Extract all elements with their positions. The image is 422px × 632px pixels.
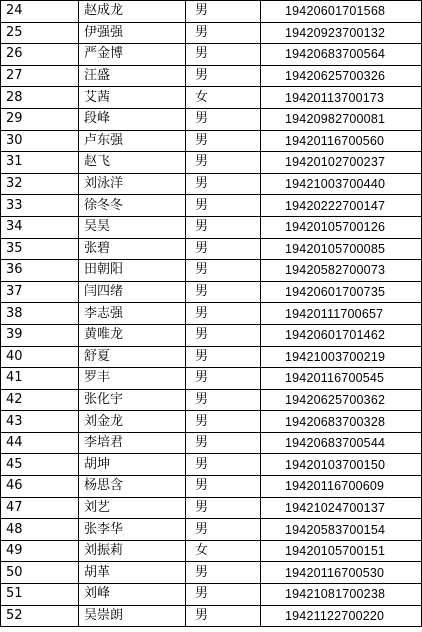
table-row <box>1 44 422 66</box>
name-cell[interactable]: 赵飞 <box>79 152 186 174</box>
row-number-cell[interactable]: 42 <box>1 389 79 411</box>
name-cell[interactable]: 吴崇朗 <box>79 605 186 627</box>
table-row <box>1 605 422 627</box>
gender-cell[interactable]: 男 <box>186 44 261 66</box>
table-row <box>1 432 422 454</box>
name-cell[interactable]: 赵成龙 <box>79 1 186 23</box>
id-number-cell[interactable]: 19421122700220 <box>261 605 422 627</box>
name-cell[interactable]: 段峰 <box>79 108 186 130</box>
row-number-cell[interactable]: 28 <box>1 87 79 109</box>
gender-cell[interactable]: 男 <box>186 432 261 454</box>
gender-cell[interactable]: 男 <box>186 497 261 519</box>
id-number-cell[interactable]: 19420105700151 <box>261 540 422 562</box>
row-number-cell[interactable]: 41 <box>1 368 79 390</box>
row-number-cell[interactable]: 31 <box>1 152 79 174</box>
row-number-cell[interactable]: 25 <box>1 22 79 44</box>
name-cell[interactable]: 伊强强 <box>79 22 186 44</box>
table-row <box>1 346 422 368</box>
table-row <box>1 540 422 562</box>
row-number-cell[interactable]: 30 <box>1 130 79 152</box>
gender-cell[interactable]: 男 <box>186 281 261 303</box>
name-cell[interactable]: 闫四绪 <box>79 281 186 303</box>
id-number-cell[interactable]: 19420582700073 <box>261 260 422 282</box>
table-row <box>1 389 422 411</box>
id-number-cell[interactable]: 19420116700545 <box>261 368 422 390</box>
id-number-cell[interactable]: 19420113700173 <box>261 87 422 109</box>
row-number-cell[interactable]: 47 <box>1 497 79 519</box>
gender-cell[interactable]: 男 <box>186 324 261 346</box>
id-number-cell[interactable]: 19420601700735 <box>261 281 422 303</box>
name-cell[interactable]: 徐冬冬 <box>79 195 186 217</box>
gender-cell[interactable]: 男 <box>186 303 261 325</box>
gender-cell[interactable]: 男 <box>186 519 261 541</box>
name-cell[interactable]: 胡革 <box>79 562 186 584</box>
gender-cell[interactable]: 男 <box>186 389 261 411</box>
row-number-cell[interactable]: 37 <box>1 281 79 303</box>
row-number-cell[interactable]: 39 <box>1 324 79 346</box>
row-number-cell[interactable]: 52 <box>1 605 79 627</box>
id-number-cell[interactable]: 19420625700362 <box>261 389 422 411</box>
table-row <box>1 87 422 109</box>
gender-cell[interactable]: 男 <box>186 346 261 368</box>
name-cell[interactable]: 刘泳洋 <box>79 173 186 195</box>
gender-cell[interactable]: 女 <box>186 540 261 562</box>
name-cell[interactable]: 卢东强 <box>79 130 186 152</box>
gender-cell[interactable]: 男 <box>186 173 261 195</box>
table-row <box>1 368 422 390</box>
row-number-cell[interactable]: 33 <box>1 195 79 217</box>
id-number-cell[interactable]: 19420625700326 <box>261 65 422 87</box>
name-cell[interactable]: 刘峰 <box>79 584 186 606</box>
gender-cell[interactable]: 男 <box>186 65 261 87</box>
row-number-cell[interactable]: 32 <box>1 173 79 195</box>
gender-cell[interactable]: 男 <box>186 368 261 390</box>
row-number-cell[interactable]: 24 <box>1 1 79 23</box>
id-number-cell[interactable]: 19420222700147 <box>261 195 422 217</box>
id-number-cell[interactable]: 19420116700560 <box>261 130 422 152</box>
name-cell[interactable]: 刘振莉 <box>79 540 186 562</box>
gender-cell[interactable]: 男 <box>186 108 261 130</box>
id-number-cell[interactable]: 19420116700530 <box>261 562 422 584</box>
table-row <box>1 260 422 282</box>
name-cell[interactable]: 严金博 <box>79 44 186 66</box>
id-number-cell[interactable]: 19420102700237 <box>261 152 422 174</box>
row-number-cell[interactable]: 26 <box>1 44 79 66</box>
table-row <box>1 238 422 260</box>
row-number-cell[interactable]: 35 <box>1 238 79 260</box>
name-cell[interactable]: 李培君 <box>79 432 186 454</box>
row-number-cell[interactable]: 43 <box>1 411 79 433</box>
gender-cell[interactable]: 男 <box>186 1 261 23</box>
id-number-cell[interactable]: 19420583700154 <box>261 519 422 541</box>
id-number-cell[interactable]: 19420103700150 <box>261 454 422 476</box>
table-row <box>1 130 422 152</box>
table-row <box>1 476 422 498</box>
row-number-cell[interactable]: 45 <box>1 454 79 476</box>
table-body <box>1 1 422 627</box>
table-row <box>1 562 422 584</box>
row-number-cell[interactable]: 40 <box>1 346 79 368</box>
gender-cell[interactable]: 男 <box>186 152 261 174</box>
gender-cell[interactable]: 男 <box>186 195 261 217</box>
gender-cell[interactable]: 男 <box>186 605 261 627</box>
gender-cell[interactable]: 男 <box>186 238 261 260</box>
id-number-cell[interactable]: 19420683700564 <box>261 44 422 66</box>
table-row <box>1 281 422 303</box>
table-row <box>1 411 422 433</box>
table-row <box>1 152 422 174</box>
id-number-cell[interactable]: 19420601701462 <box>261 324 422 346</box>
id-number-cell[interactable]: 19420683700544 <box>261 432 422 454</box>
gender-cell[interactable]: 男 <box>186 22 261 44</box>
table-row <box>1 108 422 130</box>
id-number-cell[interactable]: 19421024700137 <box>261 497 422 519</box>
name-cell[interactable]: 张李华 <box>79 519 186 541</box>
name-cell[interactable]: 张碧 <box>79 238 186 260</box>
row-number-cell[interactable]: 29 <box>1 108 79 130</box>
id-number-cell[interactable]: 19421003700440 <box>261 173 422 195</box>
name-cell[interactable]: 罗丰 <box>79 368 186 390</box>
name-cell[interactable]: 刘艺 <box>79 497 186 519</box>
gender-cell[interactable]: 男 <box>186 411 261 433</box>
id-number-cell[interactable]: 19420601701568 <box>261 1 422 23</box>
table-row <box>1 216 422 238</box>
name-cell[interactable]: 汪盛 <box>79 65 186 87</box>
table-row <box>1 173 422 195</box>
gender-cell[interactable]: 男 <box>186 454 261 476</box>
row-number-cell[interactable]: 36 <box>1 260 79 282</box>
id-number-cell[interactable]: 19421003700219 <box>261 346 422 368</box>
id-number-cell[interactable]: 19420105700126 <box>261 216 422 238</box>
row-number-cell[interactable]: 50 <box>1 562 79 584</box>
table-row <box>1 195 422 217</box>
row-number-cell[interactable]: 49 <box>1 540 79 562</box>
row-number-cell[interactable]: 38 <box>1 303 79 325</box>
gender-cell[interactable]: 男 <box>186 476 261 498</box>
name-cell[interactable]: 刘金龙 <box>79 411 186 433</box>
gender-cell[interactable]: 男 <box>186 562 261 584</box>
id-number-cell[interactable]: 19420982700081 <box>261 108 422 130</box>
table-row <box>1 324 422 346</box>
name-cell[interactable]: 李志强 <box>79 303 186 325</box>
table-row <box>1 454 422 476</box>
table-row <box>1 519 422 541</box>
name-cell[interactable]: 吴昊 <box>79 216 186 238</box>
table-row <box>1 65 422 87</box>
name-cell[interactable]: 胡坤 <box>79 454 186 476</box>
gender-cell[interactable]: 男 <box>186 216 261 238</box>
table-row <box>1 303 422 325</box>
gender-cell[interactable]: 男 <box>186 584 261 606</box>
row-number-cell[interactable]: 27 <box>1 65 79 87</box>
name-cell[interactable]: 黄唯龙 <box>79 324 186 346</box>
id-number-cell[interactable]: 19420111700657 <box>261 303 422 325</box>
name-cell[interactable]: 艾茜 <box>79 87 186 109</box>
table-row <box>1 1 422 23</box>
table-row <box>1 22 422 44</box>
table-row <box>1 497 422 519</box>
name-cell[interactable]: 田朝阳 <box>79 260 186 282</box>
gender-cell[interactable]: 女 <box>186 87 261 109</box>
table-row <box>1 584 422 606</box>
id-number-cell[interactable]: 19421081700238 <box>261 584 422 606</box>
row-number-cell[interactable]: 46 <box>1 476 79 498</box>
id-number-cell[interactable]: 19420105700085 <box>261 238 422 260</box>
name-cell[interactable]: 杨思含 <box>79 476 186 498</box>
gender-cell[interactable]: 男 <box>186 130 261 152</box>
row-number-cell[interactable]: 44 <box>1 432 79 454</box>
name-cell[interactable]: 舒夏 <box>79 346 186 368</box>
id-number-cell[interactable]: 19420683700328 <box>261 411 422 433</box>
name-cell[interactable]: 张化宇 <box>79 389 186 411</box>
id-number-cell[interactable]: 19420923700132 <box>261 22 422 44</box>
row-number-cell[interactable]: 34 <box>1 216 79 238</box>
row-number-cell[interactable]: 51 <box>1 584 79 606</box>
row-number-cell[interactable]: 48 <box>1 519 79 541</box>
id-number-cell[interactable]: 19420116700609 <box>261 476 422 498</box>
gender-cell[interactable]: 男 <box>186 260 261 282</box>
